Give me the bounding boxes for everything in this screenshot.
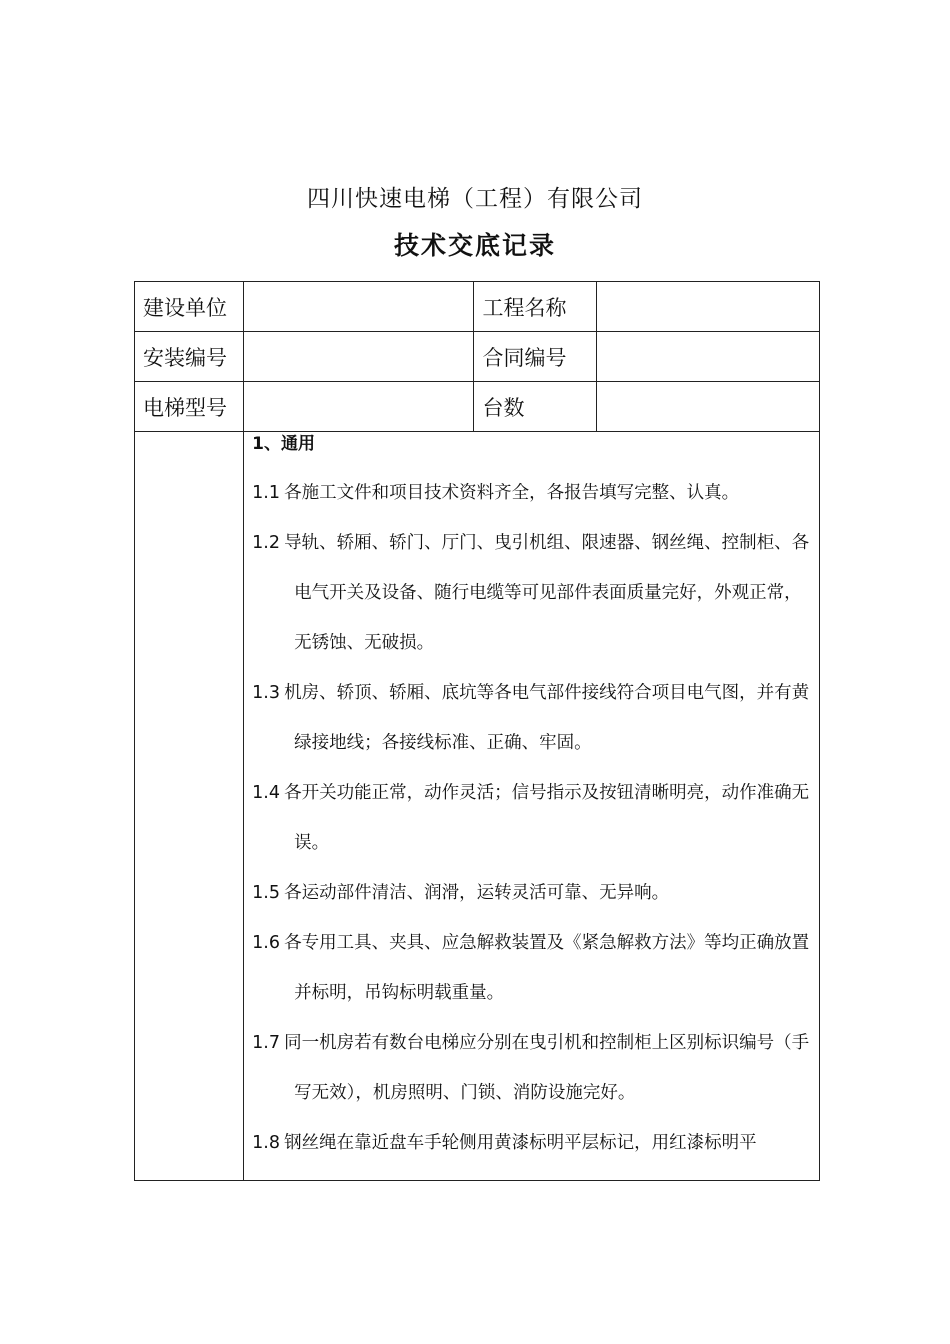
item-text: 各施工文件和项目技术资料齐全，各报告填写完整、认真。	[284, 483, 740, 503]
list-item	[252, 868, 811, 918]
form-row-construction-unit	[135, 282, 820, 332]
item-number: 1.2	[252, 533, 280, 553]
label-unit-count: 台数	[474, 382, 596, 432]
item-text: 同一机房若有数台电梯应分别在曳引机和控制柜上区别标识编号（手写无效），机房照明、门锁、消防设施完好。	[284, 1033, 810, 1103]
item-number: 1.5	[252, 883, 280, 903]
list-item	[252, 668, 811, 768]
item-number: 1.6	[252, 933, 280, 953]
form-row-install-number	[135, 332, 820, 382]
field-construction-unit[interactable]	[244, 282, 474, 332]
record-form-table	[134, 281, 820, 1181]
item-text: 各专用工具、夹具、应急解救装置及《紧急解救方法》等均正确放置并标明，吊钩标明载重量。	[284, 933, 810, 1003]
item-number: 1.8	[252, 1133, 280, 1153]
list-item	[252, 768, 811, 868]
document-title: 技术交底记录	[393, 231, 556, 260]
content-side-cell	[135, 432, 244, 1181]
field-contract-number[interactable]	[596, 332, 819, 382]
item-number: 1.7	[252, 1033, 280, 1053]
item-text: 机房、轿顶、轿厢、底坑等各电气部件接线符合项目电气图，并有黄绿接地线；各接线标准、正确、牢固。	[284, 683, 810, 753]
list-item	[252, 1118, 811, 1168]
item-number: 1.1	[252, 483, 280, 503]
item-text: 各运动部件清洁、润滑，运转灵活可靠、无异响。	[284, 883, 670, 903]
list-item	[252, 468, 811, 518]
company-name: 四川快速电梯（工程）有限公司	[307, 186, 643, 212]
item-number: 1.4	[252, 783, 280, 803]
field-project-name[interactable]	[596, 282, 819, 332]
label-contract-number: 合同编号	[474, 332, 596, 382]
content-cell	[244, 432, 820, 1181]
item-text: 导轨、轿厢、轿门、厅门、曳引机组、限速器、钢丝绳、控制柜、各电气开关及设备、随行电缆等可见部件表面质量完好，外观正常，无锈蚀、无破损。	[284, 533, 810, 653]
list-item	[252, 918, 811, 1018]
form-row-content	[135, 432, 820, 1181]
label-project-name: 工程名称	[474, 282, 596, 332]
field-install-number[interactable]	[244, 332, 474, 382]
section-title: 1、通用	[252, 434, 315, 454]
label-elevator-model: 电梯型号	[135, 382, 244, 432]
item-text: 钢丝绳在靠近盘车手轮侧用黄漆标明平层标记，用红漆标明平	[284, 1133, 757, 1153]
form-row-elevator-model	[135, 382, 820, 432]
list-item	[252, 1018, 811, 1118]
label-construction-unit: 建设单位	[135, 282, 244, 332]
field-unit-count[interactable]	[596, 382, 819, 432]
field-elevator-model[interactable]	[244, 382, 474, 432]
label-install-number: 安装编号	[135, 332, 244, 382]
item-text: 各开关功能正常，动作灵活；信号指示及按钮清晰明亮，动作准确无误。	[284, 783, 810, 853]
list-item	[252, 518, 811, 668]
item-number: 1.3	[252, 683, 280, 703]
